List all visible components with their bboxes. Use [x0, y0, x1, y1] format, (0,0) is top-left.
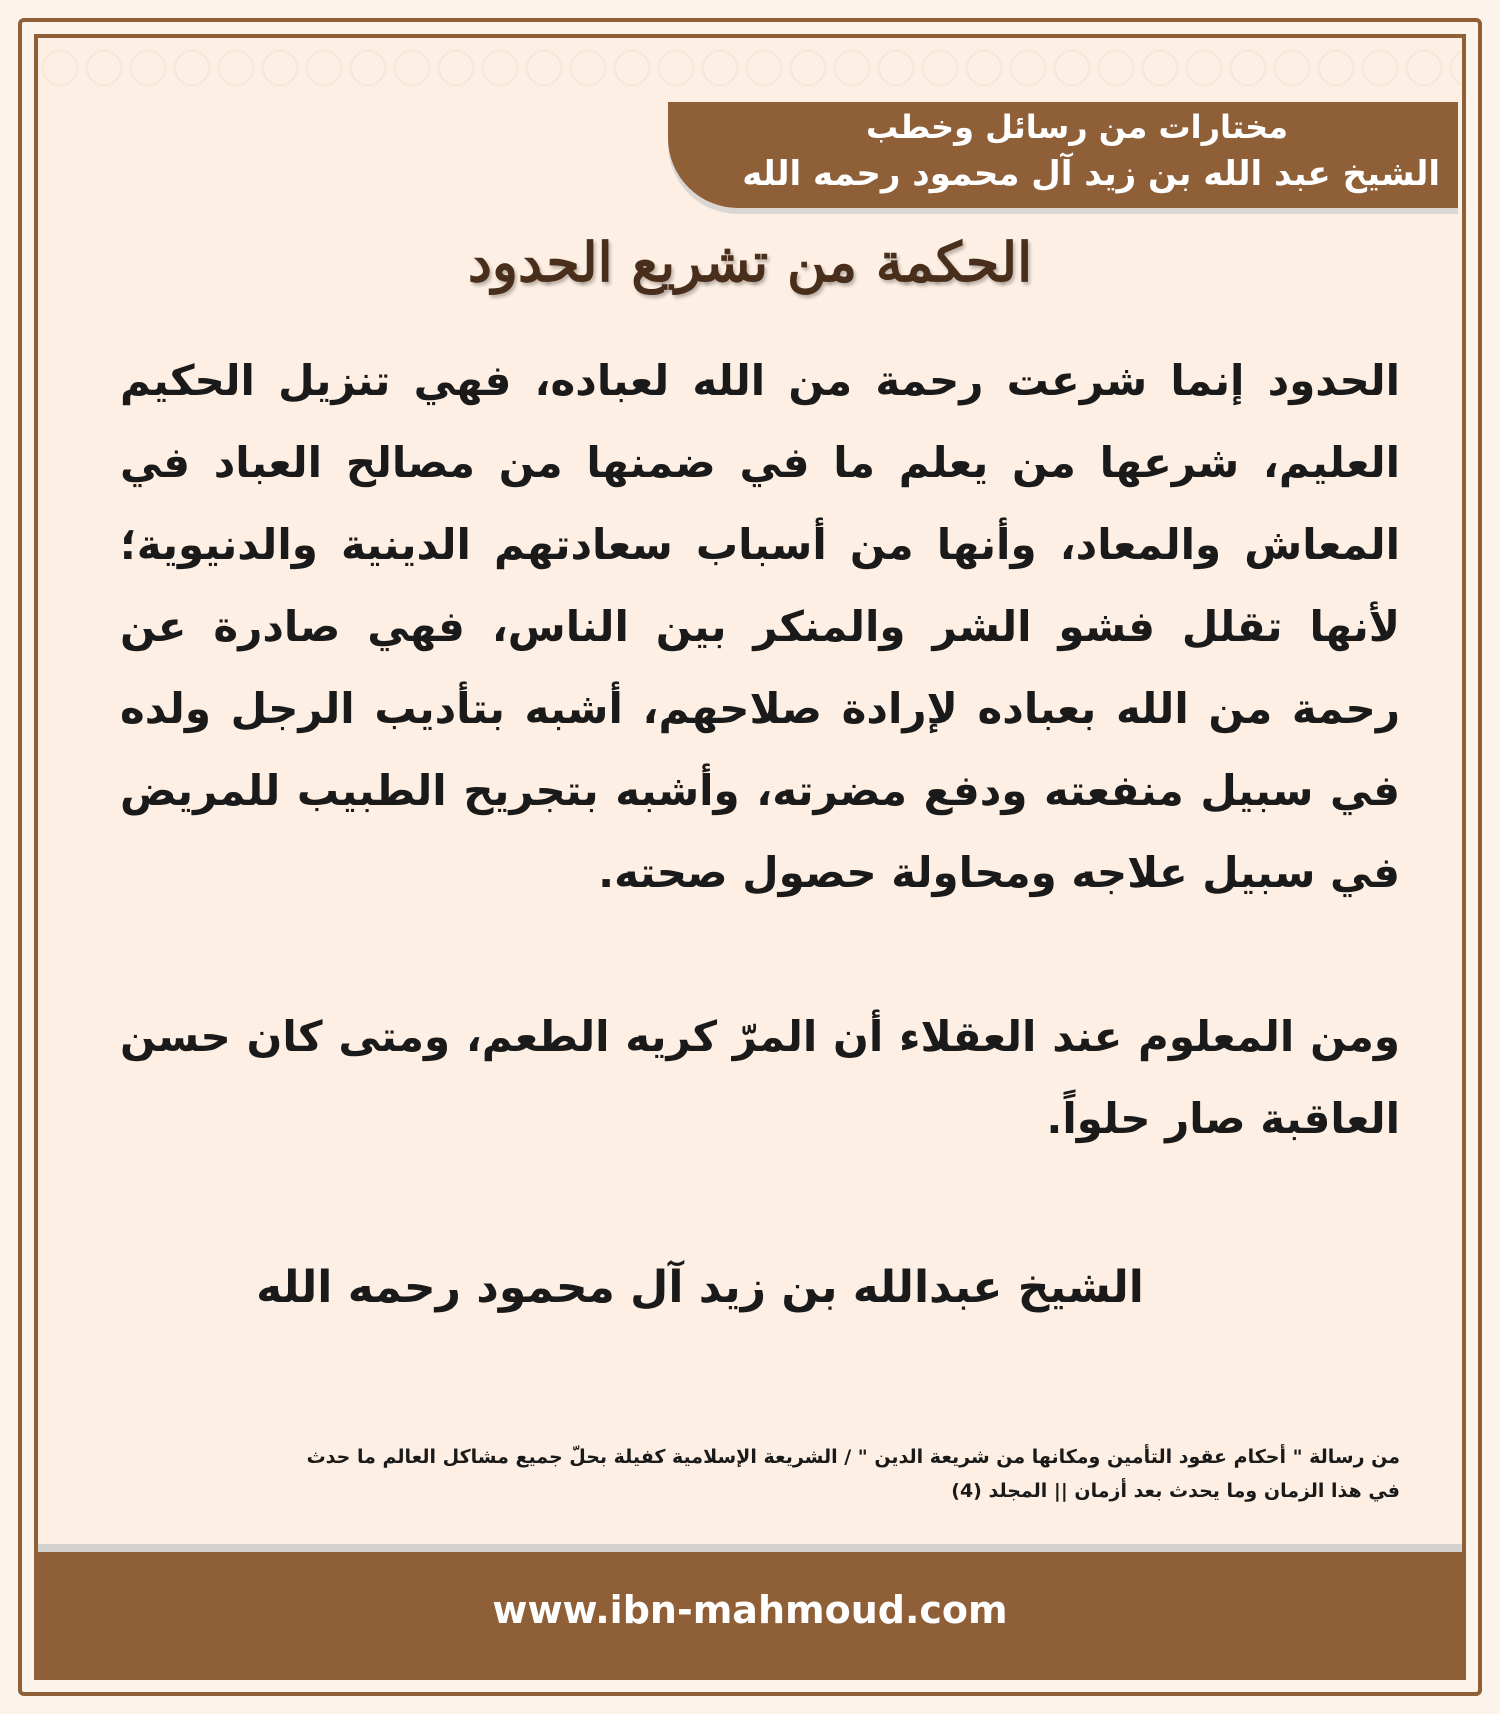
body-paragraph-1: الحدود إنما شرعت رحمة من الله لعباده، فهي تنزيل الحكيم العليم، شرعها من يعلم ما في ضمنها من مصالح العباد في المعاش والمعاد، وأنها من أسباب سعادتهم الدينية والدنيوية؛ لأنها تقلل فشو الشر والمنكر بين الناس، فهي صادرة عن رحمة من الله بعباده لإرادة صلاحهم، أشبه بتأديب الرجل ولده في سبيل منفعته ودفع مضرته، وأشبه بتجريح الطبيب للمريض في سبيل علاجه ومحاولة حصول صحته.	[120, 356, 1400, 897]
source-line-1: من رسالة " أحكام عقود التأمين ومكانها من شريعة الدين " / الشريعة الإسلامية كفيلة بحلّ جميع مشاكل العالم ما حدث	[306, 1446, 1400, 1468]
article-body	[120, 340, 1400, 1160]
header-author-name: الشيخ عبد الله بن زيد آل محمود رحمه الله	[742, 154, 1440, 194]
footer-bar	[38, 1552, 1462, 1676]
body-paragraph-2: ومن المعلوم عند العقلاء أن المرّ كريه الطعم، ومتى كان حسن العاقبة صار حلواً.	[120, 1012, 1400, 1143]
header-banner	[668, 102, 1458, 208]
source-line-2: في هذا الزمان وما يحدث بعد أزمان || المجلد (4)	[951, 1480, 1400, 1502]
page-title: الحكمة من تشريع الحدود	[467, 230, 1033, 294]
author-signature: الشيخ عبدالله بن زيد آل محمود رحمه الله	[256, 1262, 1144, 1313]
header-series-title: مختارات من رسائل وخطب	[865, 108, 1288, 146]
source-citation	[100, 1440, 1400, 1508]
website-url: www.ibn-mahmoud.com	[492, 1588, 1008, 1632]
decorative-pattern	[38, 38, 1462, 98]
